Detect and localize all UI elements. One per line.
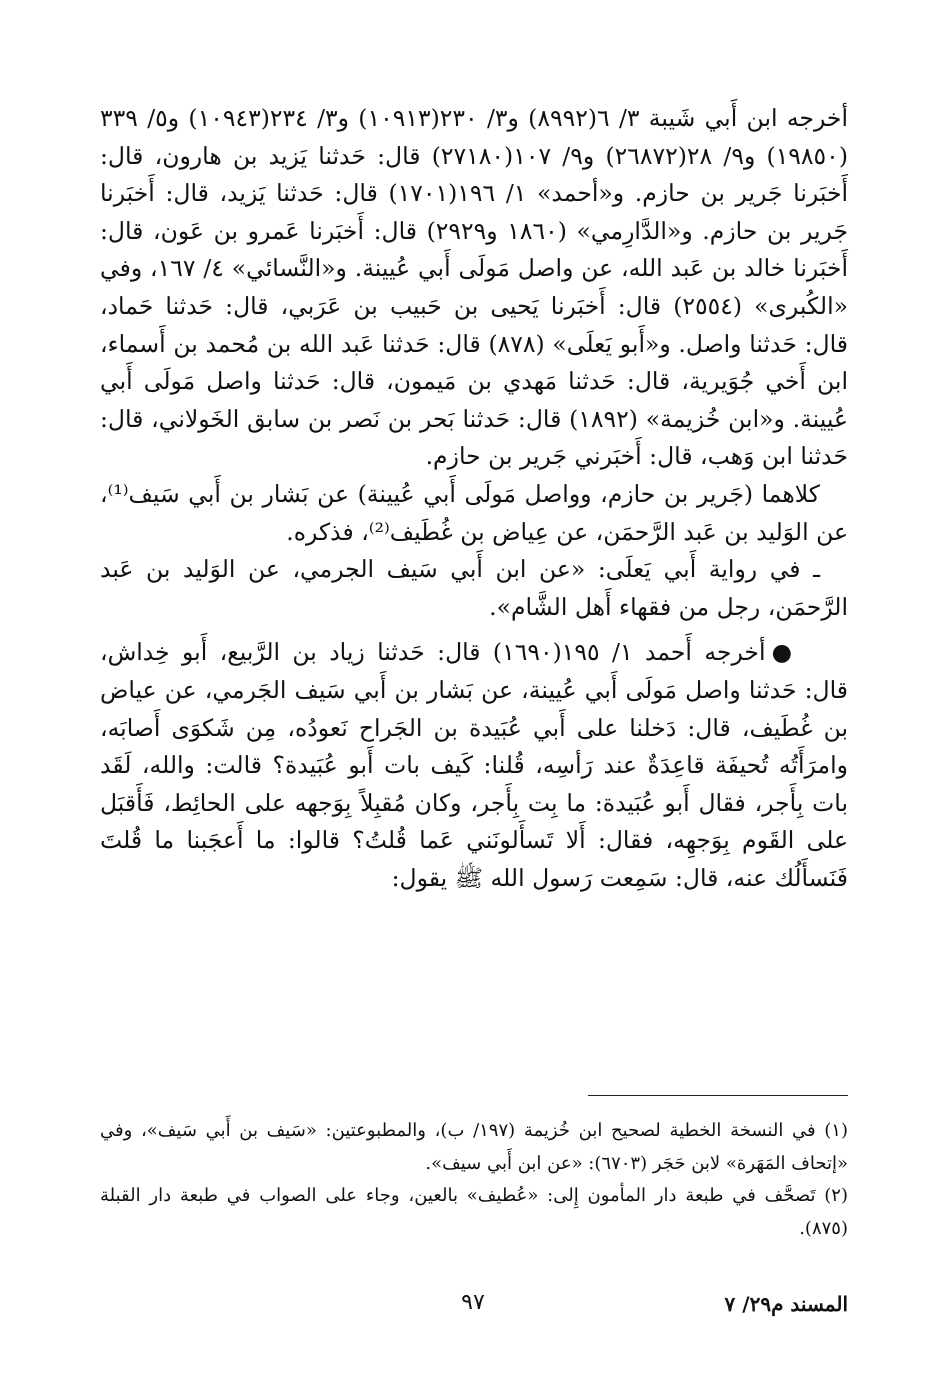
- footnote-separator: [588, 1095, 848, 1096]
- hadith-text: أخرجه أَحمد ١/ ١٩٥(١٦٩٠) قال: حَدثنا زياد بن الرَّبيع، أَبو خِداش، قال: حَدثنا واصل مَولَى أَبي عُيينة، عن بَشار بن أَبي سَيف الجَرمي، عن عياض بن غُطَيف، قال: دَخلنا على أَبي عُبَيدة بن الجَراح نَعودُه، مِن شَكوَى أَصابَه، وامرَأَتُه تُحيفَة قاعِدَةٌ عند رَأسِه، قُلنا: كَيف بات أَبو عُبَيدة؟ قالت: والله، لَقَد بات بِأَجر، فقال أَبو عُبَيدة: ما بِت بِأَجر، وكان مُقبِلاً بِوَجهه على الحائِط، فَأَقبَل على القَوم بِوَجهِه، فقال: أَلا تَسأَلونَني عَما قُلتُ؟ قالوا: ما أَعجَبنا ما قُلتَ فَنَسأَلُك عنه، قال: سَمِعت رَسول الله ﷺ يقول:: [100, 638, 848, 892]
- volume-signature: المسند م٢٩/ ٧: [724, 1292, 848, 1316]
- takhrij-paragraph-2: كلاهما (جَرير بن حازم، وواصل مَولَى أَبي عُيينة) عن بَشار بن أَبي سَيف⁽¹⁾، عن الوَليد بن عَبد الرَّحمَن، عن عِياض بن غُطَيف⁽²⁾، فذكره.: [100, 479, 848, 546]
- page-number: ٩٧: [461, 1290, 485, 1315]
- bullet-icon: ●: [771, 638, 792, 667]
- takhrij-paragraph-1: أخرجه ابن أَبي شَيبة ٣/ ٦(٨٩٩٢) و٣/ ٢٣٠(١٠٩١٣) و٣/ ٢٣٤(١٠٩٤٣) و٥/ ٣٣٩ (١٩٨٥٠) و٩/ ٢٨(٢٦٨٧٢) و٩/ ١٠٧(٢٧١٨٠) قال: حَدثنا يَزيد بن هارون، قال: أَخبَرنا جَرير بن حازم. و«أحمد» ١/ ١٩٦(١٧٠١) قال: حَدثنا يَزيد، قال: أَخبَرنا جَرير بن حازم. و«الدَّارِمي» (١٨٦٠ و٢٩٢٩) قال: أَخبَرنا عَمرو بن عَون، قال: أَخبَرنا خالد بن عَبد الله، عن واصل مَولَى أَبي عُيينة. و«النَّسائي» ٤/ ١٦٧، وفي «الكُبرى» (٢٥٥٤) قال: أَخبَرنا يَحيى بن حَبيب بن عَرَبي، قال: حَدثنا حَماد، قال: حَدثنا واصل. و«أَبو يَعلَى» (٨٧٨) قال: حَدثنا عَبد الله بن مُحمد بن أَسماء، ابن أَخي جُوَيرية، قال: حَدثنا مَهدي بن مَيمون، قال: حَدثنا واصل مَولَى أَبي عُيينة. و«ابن خُزيمة» (١٨٩٢) قال: حَدثنا بَحر بن نَصر بن سابق الخَولاني، قال: حَدثنا ابن وَهب، قال: أَخبَرني جَرير بن حازم.: [100, 104, 849, 471]
- footnote-2: (٢) تَصحَّف في طبعة دار المأمون إِلى: «عُطيف» بالعين، وجاء على الصواب في طبعة دار القبلة (٨٧٥).: [100, 1185, 848, 1239]
- hadith-paragraph: [100, 634, 848, 897]
- footnotes: [100, 1115, 848, 1245]
- main-text: [100, 100, 848, 897]
- footnote-1: (١) في النسخة الخطية لصحيح ابن خُزيمة (١٩٧/ ب)، والمطبوعتين: «سَيف بن أَبي سَيف»، وفي «إتحاف المَهَرة» لابن حَجَر (٦٧٠٣): «عن ابن أَبي سيف».: [100, 1120, 848, 1174]
- narration-note: ـ في رواية أَبي يَعلَى: «عن ابن أَبي سَيف الجرمي، عن الوَليد بن عَبد الرَّحمَن، رجل من فقهاء أَهل الشَّام».: [100, 555, 848, 621]
